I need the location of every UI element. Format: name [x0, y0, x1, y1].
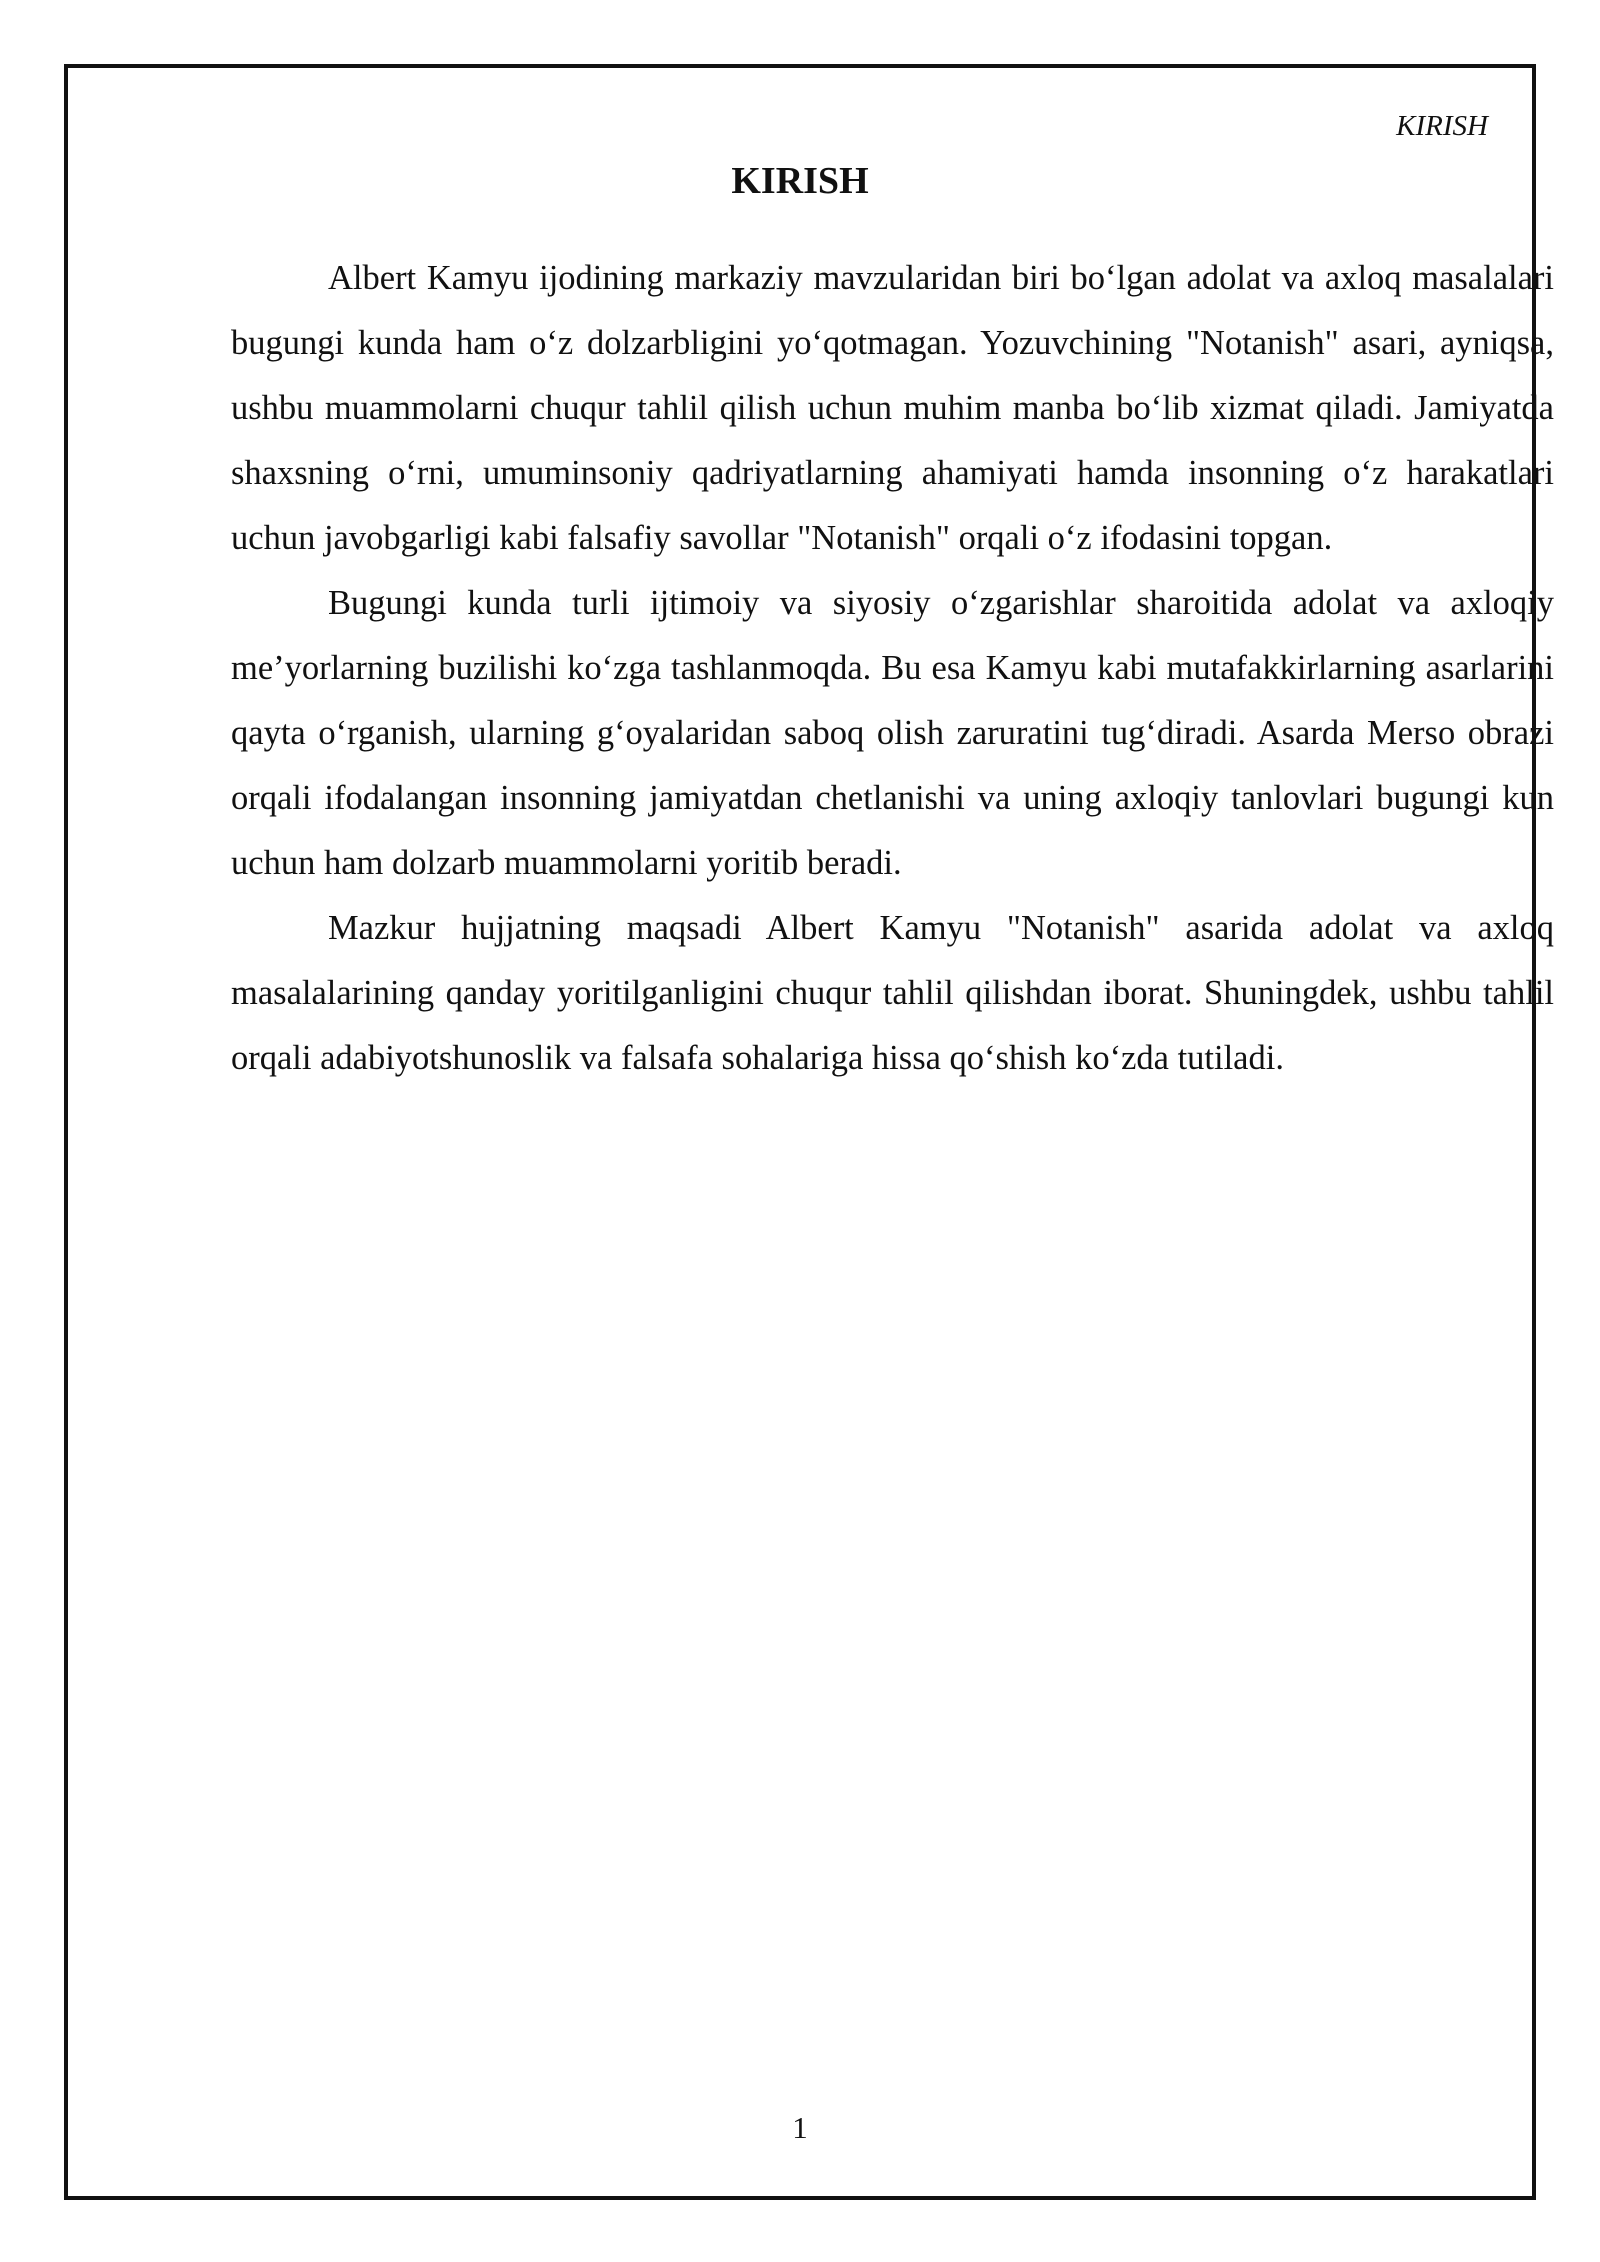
paragraph-1: Albert Kamyu ijodining markaziy mavzularidan biri bo‘lgan adolat va axloq masalalari bugungi kunda ham o‘z dolzarbligini yo‘qotmagan. Yozuvchining "Notanish" asari, ayniqsa, ushbu muammolarni chuqur tahlil qilish uchun muhim manba bo‘lib xizmat qiladi. Jamiyatda shaxsning o‘rni, umuminsoniy qadriyatlarning ahamiyati hamda insonning o‘z harakatlari uchun javobgarligi kabi falsafiy savollar "Notanish" orqali o‘z ifodasini topgan. — [231, 259, 1554, 557]
document-body — [231, 246, 1554, 1091]
page-title: KIRISH — [731, 160, 869, 202]
paragraph-3: Mazkur hujjatning maqsadi Albert Kamyu "Notanish" asarida adolat va axloq masalalarining qanday yoritilganligini chuqur tahlil qilishdan iborat. Shuningdek, ushbu tahlil orqali adabiyotshunoslik va falsafa sohalariga hissa qo‘shish ko‘zda tutiladi. — [231, 909, 1554, 1077]
running-header: KIRISH — [1396, 110, 1488, 142]
page-frame — [64, 64, 1554, 2200]
paragraph-2: Bugungi kunda turli ijtimoiy va siyosiy o‘zgarishlar sharoitida adolat va axloqiy me’yorlarning buzilishi ko‘zga tashlanmoqda. Bu esa Kamyu kabi mutafakkirlarning asarlarini qayta o‘rganish, ularning g‘oyalaridan saboq olish zaruratini tug‘diradi. Asarda Merso obrazi orqali ifodalangan insonning jamiyatdan chetlanishi va uning axloqiy tanlovlari bugungi kun uchun ham dolzarb muammolarni yoritib beradi. — [231, 584, 1554, 882]
page-number: 1 — [792, 2110, 808, 2145]
